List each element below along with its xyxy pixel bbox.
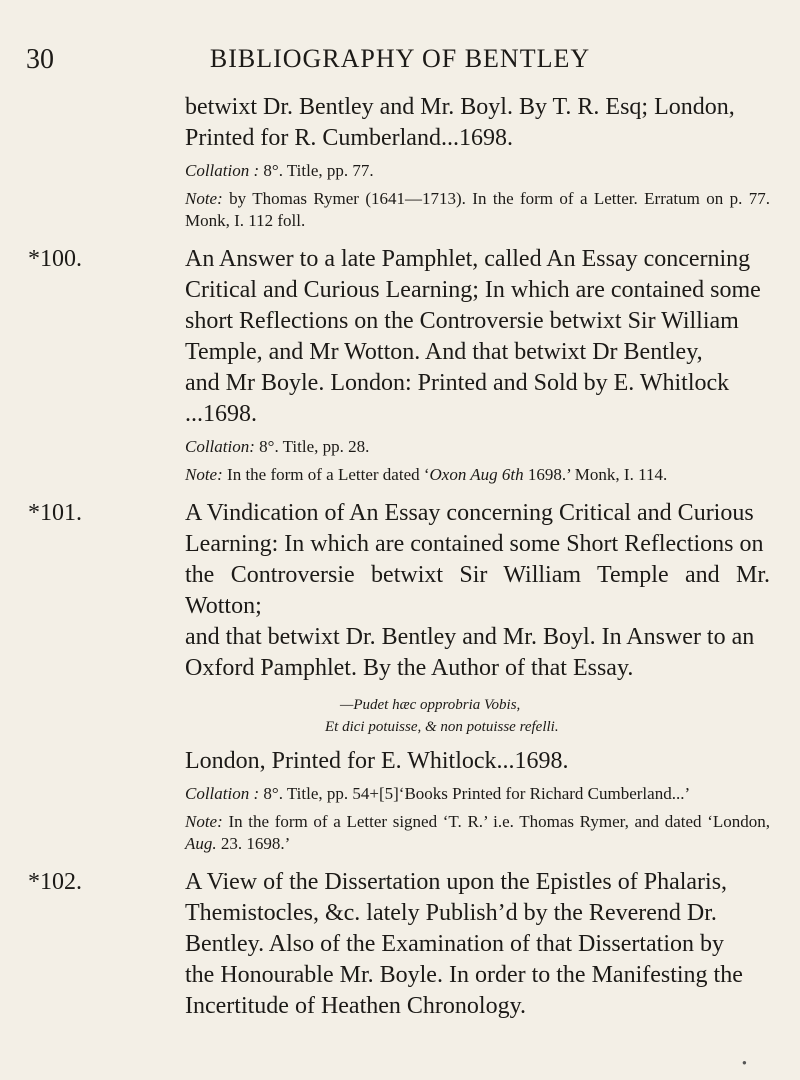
- note: Note: In the form of a Letter signed ‘T. R.’ i.e. Thomas Rymer, and dated ‘London, Aug. 23. 1698.’: [185, 812, 770, 853]
- entry-title: A View of the Dissertation upon the Epistles of Phalaris, Themistocles, &c. lately Publish’d by the Reverend Dr. Bentley. Also of the Examination of that Dissertation by the Honourable Mr. Boyle. In order to the Manifesting the Incertitude of Heathen Chronology.: [185, 869, 743, 1019]
- entry-title: An Answer to a late Pamphlet, called An Essay concerning Critical and Curious Learning; In which are contained some short Reflections on the Controversie betwixt Sir William Temple, and Mr Wotton. And that betwixt Dr Bentley, and Mr Boyle. London: Printed and Sold by E. Whitlock ...1698.: [185, 246, 761, 427]
- entry-number: *102.: [28, 869, 82, 895]
- page-body: [28, 92, 770, 1034]
- bibliography-entry-101: [28, 498, 770, 855]
- latin-motto: —Pudet hæc opprobria Vobis, Et dici potuisse, & non potuisse refelli.: [325, 697, 559, 735]
- imprint: London, Printed for E. Whitlock...1698.: [185, 748, 569, 774]
- page-header: [0, 44, 800, 84]
- bibliography-entry-99-continued: [185, 92, 770, 232]
- entry-number: *100.: [28, 246, 82, 272]
- note: Note: In the form of a Letter dated ‘Oxon Aug 6th 1698.’ Monk, I. 114.: [185, 465, 668, 484]
- collation: Collation: 8°. Title, pp. 28.: [185, 437, 370, 456]
- bibliography-entry-102: [28, 867, 770, 1022]
- entry-title: A Vindication of An Essay concerning Critical and Curious Learning: In which are contained some Short Reflections on the Controversie betwixt Sir William Temple and Mr. Wotton; and that betwixt Dr. Bentley and Mr. Boyl. In Answer to an Oxford Pamphlet. By the Author of that Essay.: [185, 500, 770, 681]
- page-mark-icon: ●: [742, 1058, 747, 1067]
- note: Note: by Thomas Rymer (1641—1713). In the form of a Letter. Erratum on p. 77. Monk, I. 112 foll.: [185, 189, 770, 230]
- entry-number: *101.: [28, 500, 82, 526]
- collation: Collation : 8°. Title, pp. 77.: [185, 161, 374, 180]
- running-head: BIBLIOGRAPHY OF BENTLEY: [209, 44, 591, 73]
- bibliography-entry-100: [28, 244, 770, 486]
- collation: Collation : 8°. Title, pp. 54+[5]‘Books Printed for Richard Cumberland...’: [185, 784, 691, 803]
- entry-title: betwixt Dr. Bentley and Mr. Boyl. By T. R. Esq; London, Printed for R. Cumberland...1698.: [185, 94, 735, 151]
- page-number: 30: [26, 44, 54, 75]
